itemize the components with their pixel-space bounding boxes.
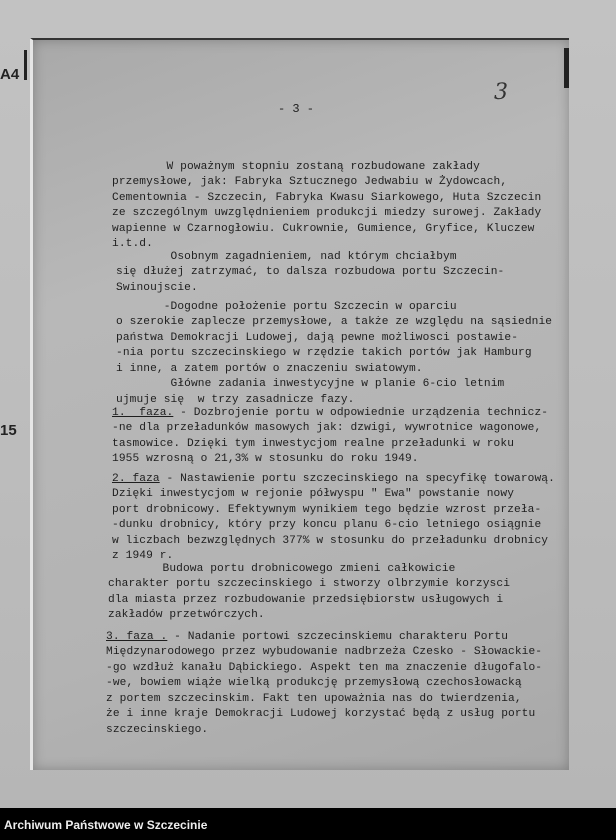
text-line: państwa Demokracji Ludowej, dają pewne możliwosci postawie- xyxy=(116,331,519,344)
text-line: że i inne kraje Demokracji Ludowej korzystać będą z usług portu xyxy=(106,708,536,720)
text-line: Główne zadania inwestycyjne w planie 6-cio letnim xyxy=(116,378,505,390)
phase-1-label: 1. faza. xyxy=(112,406,174,419)
text-line: o szerokie zaplecze przemysłowe, a także ze względu na sąsiednie xyxy=(116,316,553,328)
text-line: i.t.d. xyxy=(112,238,153,250)
text-line: 1955 wzrosną o 21,3% w stosunku do roku 1949. xyxy=(112,453,419,465)
text-line: tasmowice. Dzięki tym inwestycjom realne przeładunki w roku xyxy=(112,437,515,450)
text-line: -dunku drobnicy, który przy koncu planu 6-cio letniego osiągnie xyxy=(112,519,542,531)
text-line: - Nastawienie portu szczecinskiego na specyfikę towarową. xyxy=(159,472,555,485)
text-line: -we, bowiem wiąże wielką produkcję przemysłową czechosłowacką xyxy=(106,677,522,689)
text-line: W poważnym stopniu zostaną rozbudowane zakłady xyxy=(112,160,480,173)
page-number: - 3 - xyxy=(278,102,315,116)
phase-3-label: 3. faza . xyxy=(106,630,168,643)
archive-footer xyxy=(0,808,616,840)
page-edge-left xyxy=(24,50,27,80)
text-line: Dzięki inwestycjom w rejonie półwyspu " Ewa" powstanie nowy xyxy=(112,488,515,500)
text-line: - Nadanie portowi szczecinskiemu charakteru Portu xyxy=(167,630,509,643)
text-line: -ne dla przeładunków masowych jak: dzwigi, wywrotnice wagonowe, xyxy=(112,422,542,434)
text-line: Budowa portu drobnicowego zmieni całkowicie xyxy=(108,562,456,575)
text-line: się dłużej zatrzymać, to dalsza rozbudowa portu Szczecin- xyxy=(116,266,505,278)
text-line: przemysłowe, jak: Fabryka Sztucznego Jedwabiu w Żydowcach, xyxy=(112,176,508,188)
text-line: szczecinskiego. xyxy=(106,723,209,736)
text-line: Osobnym zagadnieniem, nad którym chciałbym xyxy=(116,250,457,263)
text-line: -nia portu szczecinskiego w rzędzie takich portów jak Hamburg xyxy=(116,347,532,359)
phase-3 xyxy=(106,614,542,754)
text-line: wapienne w Czarnogłowiu. Cukrownie, Gumience, Gryfice, Kluczew xyxy=(112,222,535,235)
margin-mark-a4: A4 xyxy=(0,66,20,83)
text-line: dla miasta przez rozbudowanie przedsiębiorstw usługowych i xyxy=(108,593,504,606)
text-line: port drobnicowy. Efektywnym wynikiem tego będzie wzrost przeła- xyxy=(112,503,542,516)
page-edge-right xyxy=(564,48,569,88)
text-line: zakładów przetwórczych. xyxy=(108,609,265,621)
text-line: z 1949 r. xyxy=(112,550,174,562)
text-line: Międzynarodowego przez wybudowanie nadbrzeża Czesko - Słowackie- xyxy=(106,646,543,658)
margin-mark-15: 15 xyxy=(0,422,17,439)
text-line: -Dogodne położenie portu Szczecin w oparciu xyxy=(116,300,457,313)
text-line: ze szczególnym uwzględnieniem produkcji miedzy surowej. Zakłady xyxy=(112,207,542,219)
text-line: w liczbach bezwzględnych 377% w stosunku do przeładunku drobnicy xyxy=(112,534,549,547)
archive-name: Archiwum Państwowe w Szczecinie xyxy=(4,818,208,832)
text-line: - Dozbrojenie portu w odpowiednie urządzenia technicz- xyxy=(173,406,549,419)
text-line: charakter portu szczecinskiego i stworzy olbrzymie korzysci xyxy=(108,578,511,590)
handwritten-page-number: 3 xyxy=(494,80,508,105)
text-line: Swinoujscie. xyxy=(116,281,198,294)
text-line: i inne, a zatem portów o znaczeniu swiatowym. xyxy=(116,362,423,375)
phase-2-label: 2. faza xyxy=(112,472,160,485)
text-line: -go wzdłuż kanału Dąbickiego. Aspekt ten ma znaczenie długofalo- xyxy=(106,661,543,674)
text-line: z portem szczecinskim. Fakt ten upoważnia nas do twierdzenia, xyxy=(106,692,522,705)
text-line: ujmuje się w trzy zasadnicze fazy. xyxy=(116,393,355,406)
text-line: Cementownia - Szczecin, Fabryka Kwasu Siarkowego, Huta Szczecin xyxy=(112,191,542,204)
